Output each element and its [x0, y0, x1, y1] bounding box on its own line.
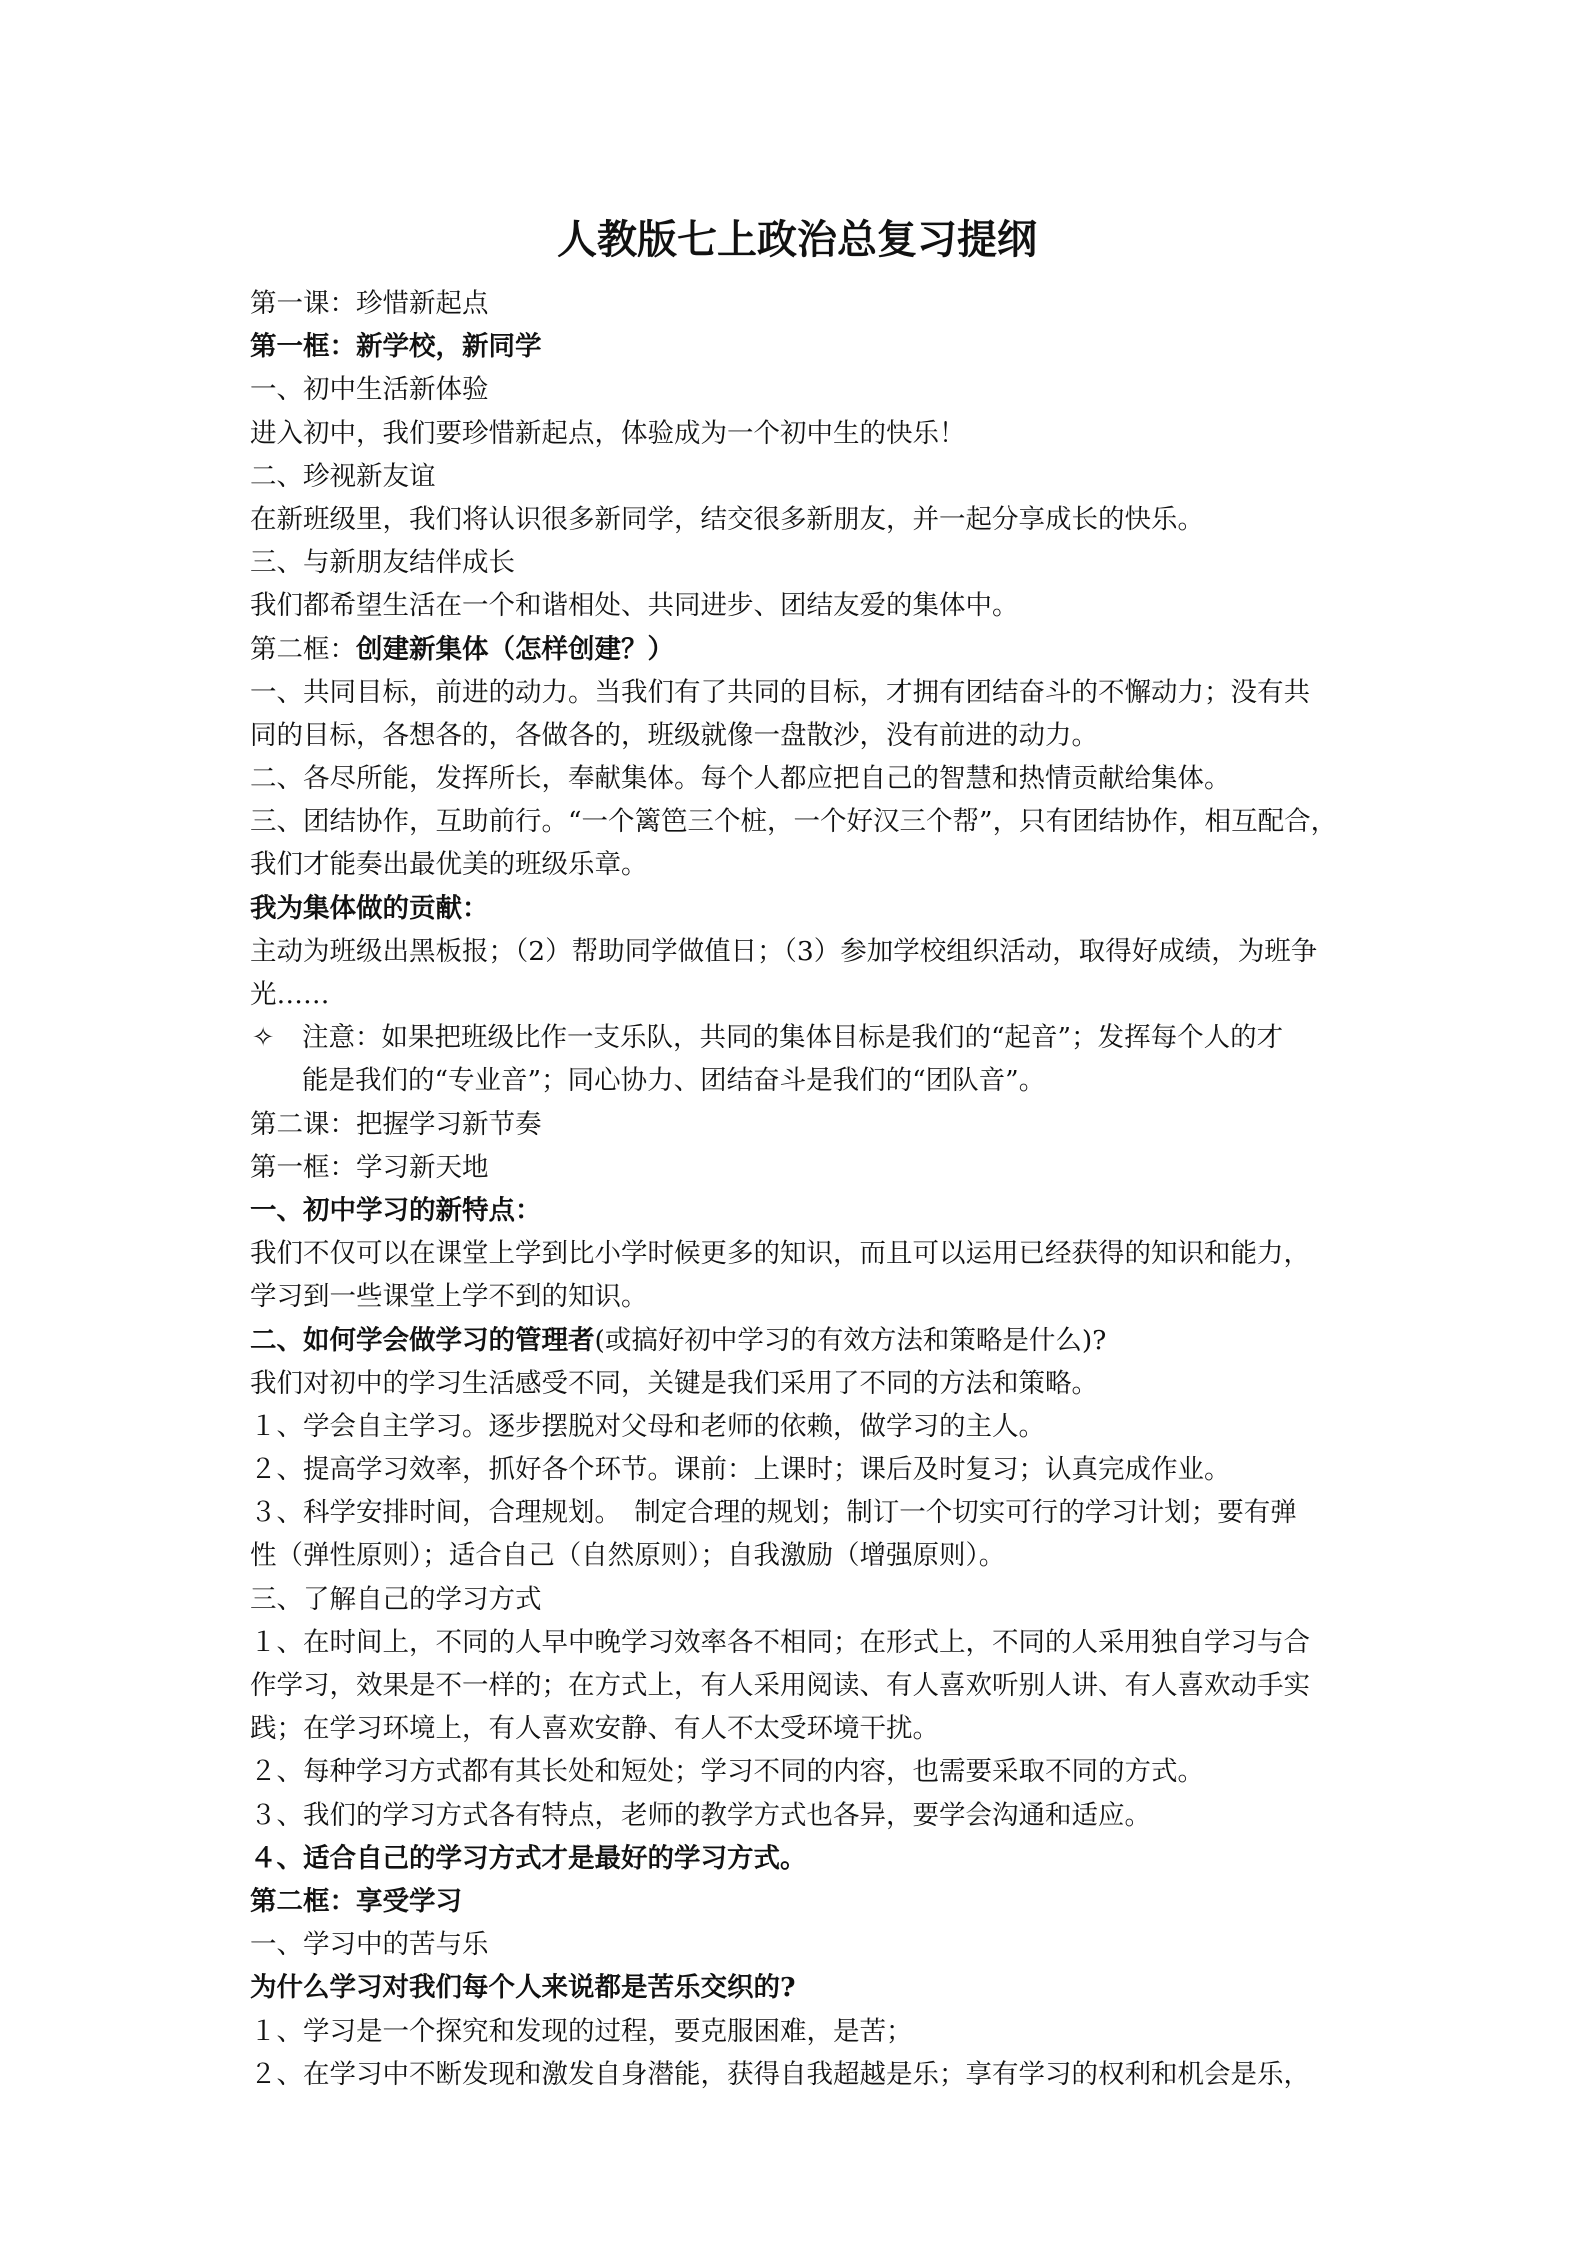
text-line-content: 同的目标，各想各的，各做各的，班级就像一盘散沙，没有前进的动力。	[250, 719, 1098, 751]
text-line	[250, 1491, 1354, 1534]
text-line	[250, 1362, 1354, 1405]
text-line	[250, 1578, 1354, 1621]
text-line-content: ２、每种学习方式都有其长处和短处；学习不同的内容，也需要采取不同的方式。	[250, 1756, 1204, 1788]
text-line	[250, 2053, 1354, 2096]
text-line-content: 三、团结协作，互助前行。“一个篱笆三个桩，一个好汉三个帮”，只有团结协作，相互配合，	[250, 806, 1338, 838]
text-line	[250, 1232, 1354, 1275]
text-line	[250, 1880, 1354, 1923]
text-line-content: 第二课：把握学习新节奏	[250, 1108, 542, 1140]
text-line	[250, 1405, 1354, 1448]
text-line	[250, 1794, 1354, 1837]
text-line	[250, 1534, 1354, 1577]
text-line-content: 光……	[250, 979, 330, 1010]
text-line-content: 进入初中，我们要珍惜新起点，体验成为一个初中生的快乐！	[250, 417, 966, 449]
text-line-content: 我们对初中的学习生活感受不同，关键是我们采用了不同的方法和策略。	[250, 1367, 1098, 1399]
text-line-content: 第一框：新学校，新同学	[250, 331, 542, 363]
text-line-content: 能是我们的“专业音”；同心协力、团结奋斗是我们的“团队音”。	[302, 1065, 1046, 1097]
text-line	[250, 1923, 1354, 1966]
text-line	[250, 843, 1354, 886]
text-line-content: 一、学习中的苦与乐	[250, 1929, 489, 1961]
text-line	[250, 584, 1354, 627]
text-line	[250, 973, 1354, 1016]
text-line	[250, 714, 1354, 757]
text-line-content: 一、共同目标，前进的动力。当我们有了共同的目标，才拥有团结奋斗的不懈动力；没有共	[250, 676, 1310, 708]
text-line-content: 注意：如果把班级比作一支乐队，共同的集体目标是我们的“起音”；发挥每个人的才	[302, 1022, 1284, 1054]
text-line	[250, 1707, 1354, 1750]
text-line	[250, 455, 1354, 498]
text-line-content: ２、提高学习效率，抓好各个环节。课前：上课时；课后及时复习；认真完成作业。	[250, 1454, 1231, 1486]
text-line-content: 主动为班级出黑板报；（2）帮助同学做值日；（3）参加学校组织活动，取得好成绩，为班争	[250, 935, 1318, 967]
text-line-content: 性（弹性原则）；适合自己（自然原则）；自我激励（增强原则）。	[250, 1540, 1006, 1572]
text-line-content: 第二框：享受学习	[250, 1885, 462, 1917]
text-line-content: １、学习是一个探究和发现的过程，要克服困难，是苦；	[250, 2015, 913, 2047]
text-line-content: 三、了解自己的学习方式	[250, 1583, 542, 1615]
document-title: 人教版七上政治总复习提纲	[557, 216, 1037, 263]
text-line	[250, 325, 1354, 368]
text-line	[250, 2010, 1354, 2053]
text-line-normal-part: (或搞好初中学习的有效方法和策略是什么)?	[594, 1324, 1107, 1356]
text-line	[250, 1275, 1354, 1318]
text-line-content: ２、在学习中不断发现和激发自身潜能，获得自我超越是乐；享有学习的权利和机会是乐，	[250, 2058, 1310, 2090]
text-line-content: 二、如何学会做学习的管理者	[250, 1324, 595, 1356]
text-line	[250, 1146, 1354, 1189]
text-line	[250, 887, 1354, 930]
text-line	[250, 1189, 1354, 1232]
text-line	[250, 800, 1354, 843]
text-line	[250, 412, 1354, 455]
text-line	[250, 757, 1354, 800]
text-line	[250, 1837, 1354, 1880]
text-line-content: 我们才能奏出最优美的班级乐章。	[250, 849, 648, 881]
text-line-content: 在新班级里，我们将认识很多新同学，结交很多新朋友，并一起分享成长的快乐。	[250, 503, 1204, 535]
text-line	[250, 1319, 1354, 1362]
text-line-content: 一、初中学习的新特点：	[250, 1194, 542, 1226]
text-line-content: １、在时间上，不同的人早中晚学习效率各不相同；在形式上，不同的人采用独自学习与合	[250, 1626, 1310, 1658]
text-line-content: 第二框：	[250, 633, 356, 665]
text-line-content: 第一框：学习新天地	[250, 1151, 489, 1183]
text-line	[250, 498, 1354, 541]
text-line	[250, 1621, 1354, 1664]
text-line	[250, 368, 1354, 411]
text-line	[250, 671, 1354, 714]
text-line-content: 二、各尽所能，发挥所长，奉献集体。每个人都应把自己的智慧和热情贡献给集体。	[250, 763, 1231, 795]
text-line	[250, 1966, 1354, 2009]
text-line	[250, 628, 1354, 671]
text-line	[250, 1103, 1354, 1146]
text-line	[250, 1750, 1354, 1793]
text-line-content: ３、我们的学习方式各有特点，老师的教学方式也各异，要学会沟通和适应。	[250, 1799, 1151, 1831]
text-line	[250, 1664, 1354, 1707]
text-line-content: 一、初中生活新体验	[250, 374, 489, 406]
text-line	[250, 541, 1354, 584]
text-line	[250, 1059, 1354, 1102]
text-line-content: 我们不仅可以在课堂上学到比小学时候更多的知识，而且可以运用已经获得的知识和能力，	[250, 1238, 1310, 1270]
text-line-content: 学习到一些课堂上学不到的知识。	[250, 1281, 648, 1313]
text-line-content: 二、珍视新友谊	[250, 460, 436, 492]
text-line-content: 作学习，效果是不一样的；在方式上，有人采用阅读、有人喜欢听别人讲、有人喜欢动手实	[250, 1670, 1310, 1701]
note-bullet-icon: ✧	[252, 1022, 275, 1054]
text-line-content: 我为集体做的贡献：	[250, 892, 489, 924]
text-line	[250, 930, 1354, 973]
text-line-content: 三、与新朋友结伴成长	[250, 547, 515, 579]
text-line-content: １、学会自主学习。逐步摆脱对父母和老师的依赖，做学习的主人。	[250, 1410, 1045, 1442]
text-line-bold-part: 创建新集体（怎样创建？）	[356, 633, 674, 665]
text-line-content: 第一课：珍惜新起点	[250, 288, 489, 319]
text-line	[250, 1016, 1354, 1059]
text-line-content: 为什么学习对我们每个人来说都是苦乐交织的?	[250, 1972, 796, 2004]
document-body	[250, 282, 1354, 2096]
text-line	[250, 1448, 1354, 1491]
text-line-content: 我们都希望生活在一个和谐相处、共同进步、团结友爱的集体中。	[250, 590, 1019, 622]
text-line-content: ３、科学安排时间，合理规划。 制定合理的规划；制订一个切实可行的学习计划；要有弹	[250, 1497, 1297, 1529]
text-line-content: 践；在学习环境上，有人喜欢安静、有人不太受环境干扰。	[250, 1713, 939, 1745]
text-line	[250, 282, 1354, 325]
text-line-content: ４、适合自己的学习方式才是最好的学习方式。	[250, 1842, 807, 1874]
